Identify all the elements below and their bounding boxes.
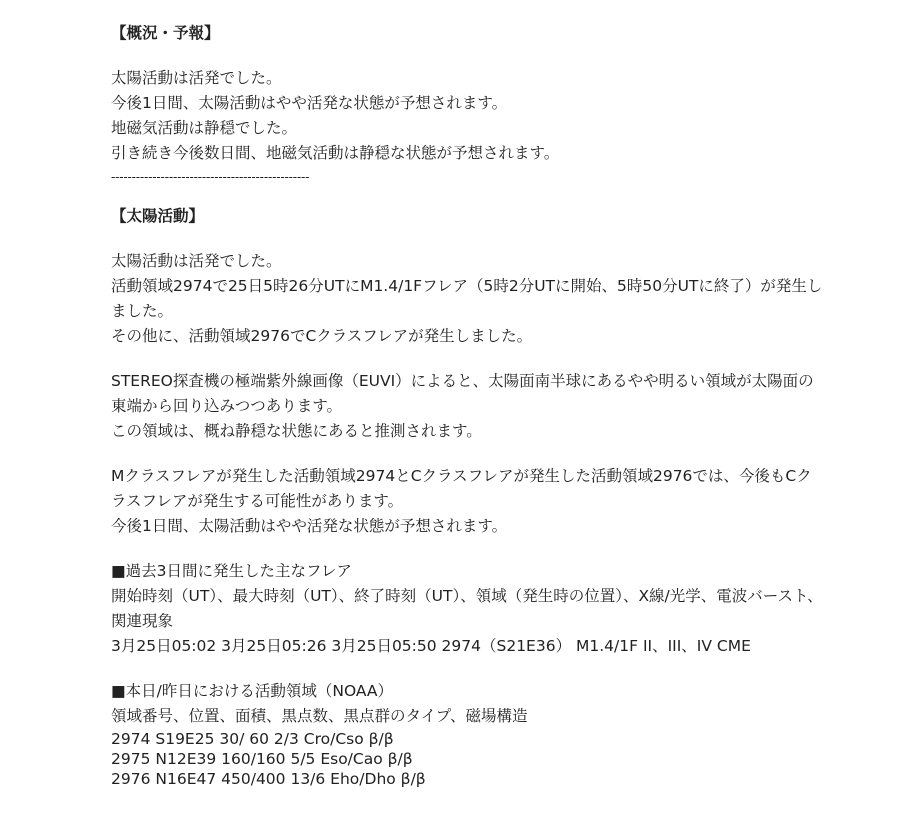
solar-line: Mクラスフレアが発生した活動領域2974とCクラスフレアが発生した活動領域2976では、今後もCクラスフレアが発生する可能性があります。: [111, 467, 812, 510]
overview-text: [111, 66, 826, 166]
flares-section: [111, 559, 826, 659]
region-row: 2975 N12E39 160/160 5/5 Eso/Cao β/β: [111, 750, 413, 768]
solar-activity-section: [111, 204, 826, 539]
solar-paragraph-1: [111, 249, 826, 349]
flares-columns: 開始時刻（UT）、最大時刻（UT）、終了時刻（UT）、領域（発生時の位置）、X線/光学、電波バースト、関連現象: [111, 587, 823, 630]
report-content: [111, 21, 826, 789]
regions-heading: ■本日/昨日における活動領域（NOAA）: [111, 682, 394, 700]
regions-columns: 領域番号、位置、面積、黒点数、黒点群のタイプ、磁場構造: [111, 707, 528, 725]
solar-line: STEREO探査機の極端紫外線画像（EUVI）によると、太陽面南半球にあるやや明るい領域が太陽面の東端から回り込みつつあります。: [111, 372, 814, 415]
solar-activity-heading: 【太陽活動】: [111, 207, 205, 225]
solar-paragraph-3: [111, 464, 826, 539]
solar-line: この領域は、概ね静穏な状態にあると推測されます。: [111, 422, 482, 440]
solar-line: 太陽活動は活発でした。: [111, 252, 282, 270]
solar-paragraph-2: [111, 369, 826, 444]
overview-line: 地磁気活動は静穏でした。: [111, 119, 298, 137]
solar-line: 活動領域2974で25日5時26分UTにM1.4/1Fフレア（5時2分UTに開始、5時50分UTに終了）が発生しました。: [111, 277, 823, 320]
region-row: 2976 N16E47 450/400 13/6 Eho/Dho β/β: [111, 770, 426, 788]
solar-line: 今後1日間、太陽活動はやや活発な状態が予想されます。: [111, 517, 508, 535]
section-divider: ------------------------------------------------: [111, 170, 310, 184]
region-row: 2974 S19E25 30/ 60 2/3 Cro/Cso β/β: [111, 730, 394, 748]
overview-heading: 【概況・予報】: [111, 24, 220, 42]
flares-heading: ■過去3日間に発生した主なフレア: [111, 562, 352, 580]
overview-line: 引き続き今後数日間、地磁気活動は静穏な状態が予想されます。: [111, 144, 560, 162]
overview-line: 太陽活動は活発でした。: [111, 69, 282, 87]
flare-row: 3月25日05:02 3月25日05:26 3月25日05:50 2974（S21E36） M1.4/1F II、III、IV CME: [111, 637, 751, 655]
solar-line: その他に、活動領域2976でCクラスフレアが発生しました。: [111, 327, 533, 345]
overview-line: 今後1日間、太陽活動はやや活発な状態が予想されます。: [111, 94, 508, 112]
overview-section: [111, 21, 826, 183]
regions-section: [111, 679, 826, 789]
